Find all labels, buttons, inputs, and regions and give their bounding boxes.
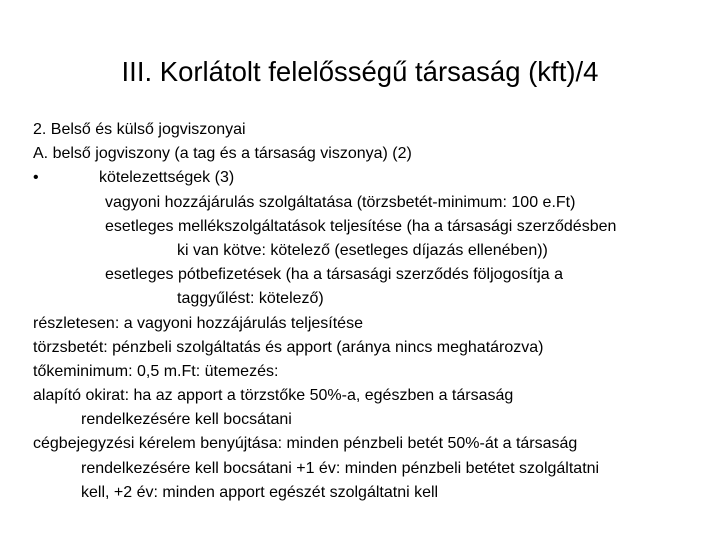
sub-item [33, 191, 713, 215]
sub-item [33, 263, 713, 311]
detail-paragraph [33, 432, 713, 505]
detail-line-continued: rendelkezésére kell bocsátani [81, 411, 292, 429]
detail-line: törzsbetét: pénzbeli szolgáltatás és apport (aránya nincs meghatározva) [33, 338, 544, 356]
detail-line: cégbejegyzési kérelem benyújtása: minden pénzbeli betét 50%-át a társaság [33, 435, 578, 453]
detail-paragraph [33, 384, 713, 432]
slide-body [33, 118, 713, 505]
sub-item-line: esetleges mellékszolgáltatások teljesítése (ha a társasági szerződésben [105, 217, 617, 235]
detail-line-continued: rendelkezésére kell bocsátani +1 év: minden pénzbeli betétet szolgáltatni [81, 459, 600, 477]
detail-line-continued: kell, +2 év: minden apport egészét szolgáltatni kell [81, 483, 439, 501]
detail-line: tőkeminimum: 0,5 m.Ft: ütemezés: [33, 362, 279, 380]
detail-line: részletesen: a vagyoni hozzájárulás teljesítése [33, 314, 363, 332]
sub-item-line: vagyoni hozzájárulás szolgáltatása (törzsbetét-minimum: 100 e.Ft) [105, 193, 576, 211]
sub-item-line-continued: taggyűlést: kötelező) [177, 290, 324, 308]
subsection-heading: A. belső jogviszony (a tag és a társaság viszonya) (2) [33, 145, 412, 163]
sub-item-line-continued: ki van kötve: kötelező (esetleges díjazás ellenében)) [177, 241, 548, 259]
detail-paragraph [33, 312, 713, 336]
bullet-icon: • [33, 169, 39, 187]
bullet-item [33, 166, 713, 190]
sub-item-line: esetleges pótbefizetések (ha a társasági szerződés följogosítja a [105, 266, 564, 284]
detail-paragraph [33, 360, 713, 384]
sub-item [33, 215, 713, 263]
detail-line: alapító okirat: ha az apport a törzstőke 50%-a, egészben a társaság [33, 387, 514, 405]
bullet-text: kötelezettségek (3) [99, 169, 235, 187]
section-heading: 2. Belső és külső jogviszonyai [33, 121, 246, 138]
detail-paragraph [33, 336, 713, 360]
slide-title: III. Korlátolt felelősségű társaság (kft)/4 [121, 56, 599, 87]
